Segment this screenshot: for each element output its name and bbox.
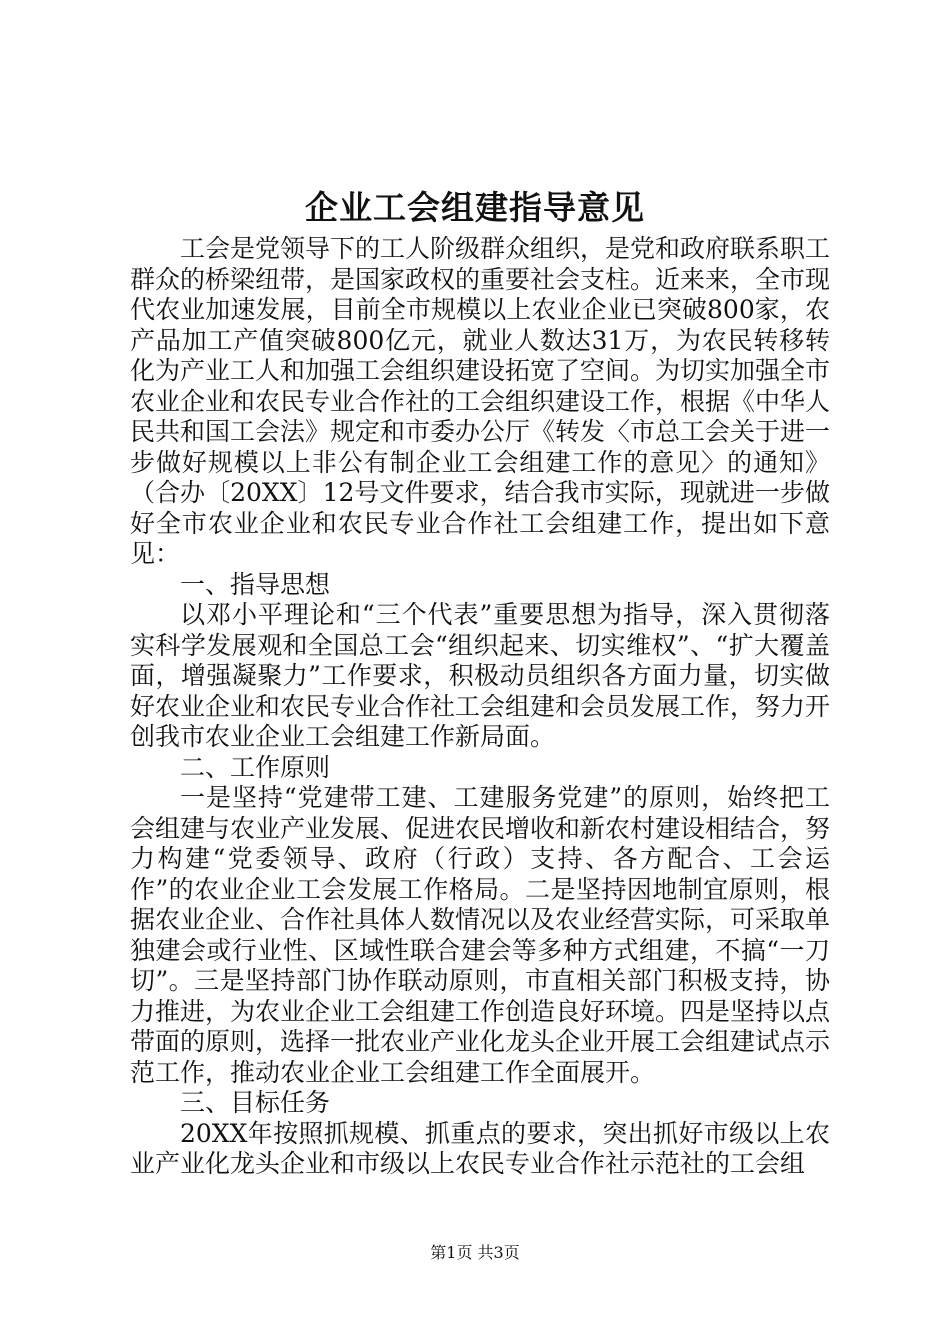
- section-heading-work-principles: 二、工作原则: [180, 752, 331, 782]
- paragraph-work-principles: 一是坚持“党建带工建、工建服务党建”的原则，始终把工会组建与农业产业发展、促进农民增收和新农村建设相结合，努力构建“党委领导、政府（行政）支持、各方配合、工会运作”的农业企业工会发展工作格局。二是坚持因地制宜原则，根据农业企业、合作社具体人数情况以及农业经营实际，可采取单独建会或行业性、区域性联合建会等多种方式组建，不搞“一刀切”。三是坚持部门协作联动原则，市直相关部门积极支持，协力推进，为农业企业工会组建工作创造良好环境。四是坚持以点带面的原则，选择一批农业产业化龙头企业开展工会组建试点示范工作，推动农业企业工会组建工作全面展开。: [130, 783, 831, 1087]
- paragraph-target-tasks: 20XX年按照抓规模、抓重点的要求，突出抓好市级以上农业产业化龙头企业和市级以上农民专业合作社示范社的工会组: [130, 1118, 830, 1178]
- section-heading-guiding-ideology: 一、指导思想: [180, 569, 331, 599]
- paragraph-guiding-ideology: 以邓小平理论和“三个代表”重要思想为指导，深入贯彻落实科学发展观和全国总工会“组织起来、切实维权”、“扩大覆盖面，增强凝聚力”工作要求，积极动员组织各方面力量，切实做好农业企业和农民专业合作社工会组建和会员发展工作，努力开创我市农业企业工会组建工作新局面。: [130, 600, 831, 751]
- document-title: 企业工会组建指导意见: [305, 188, 645, 227]
- document-body: [130, 234, 830, 1180]
- page-number-footer: 第1页 共3页: [430, 1243, 520, 1262]
- paragraph-intro: 工会是党领导下的工人阶级群众组织，是党和政府联系职工群众的桥梁纽带，是国家政权的重要社会支柱。近来来，全市现代农业加速发展，目前全市规模以上农业企业已突破800家，农产品加工产值突破800亿元，就业人数达31万，为农民转移转化为产业工人和加强工会组织建设拓宽了空间。为切实加强全市农业企业和农民专业合作社的工会组织建设工作，根据《中华人民共和国工会法》规定和市委办公厅《转发〈市总工会关于进一步做好规模以上非公有制企业工会组建工作的意见〉的通知》（合办〔20XX〕12号文件要求，结合我市实际，现就进一步做好全市农业企业和农民专业合作社工会组建工作，提出如下意见：: [130, 234, 831, 568]
- section-heading-target-tasks: 三、目标任务: [180, 1088, 331, 1117]
